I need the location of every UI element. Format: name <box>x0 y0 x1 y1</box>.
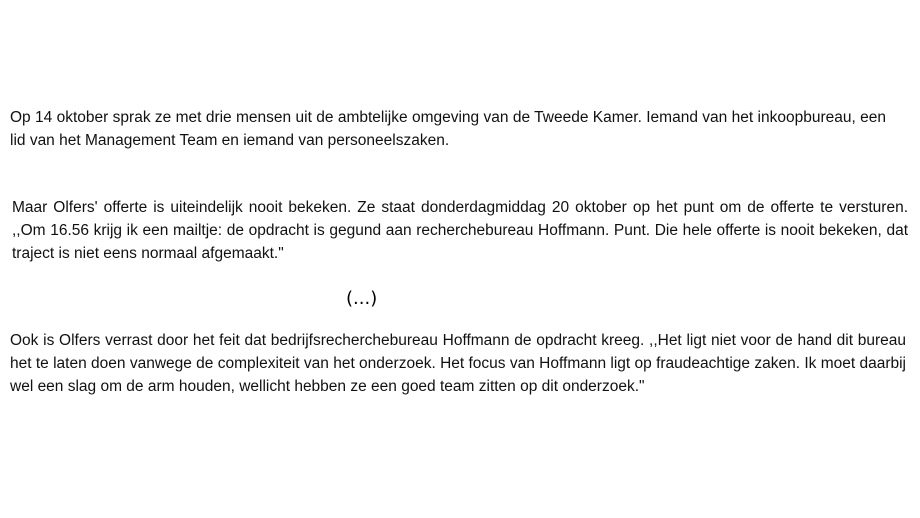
paragraph-hoffmann-surprise: Ook is Olfers verrast door het feit dat bedrijfsrecherchebureau Hoffmann de opdracht kreeg. ,,Het ligt niet voor de hand dit bureau het te laten doen vanwege de complexiteit van het onderzoek. Het focus van Hoffmann ligt op fraudeachtige zaken. Ik moet daarbij wel een slag om de arm houden, wellicht hebben ze een goed team zitten op dit onderzoek." <box>10 332 906 395</box>
paragraph-tweede-kamer-meeting: Op 14 oktober sprak ze met drie mensen uit de ambtelijke omgeving van de Tweede Kamer. Iemand van het inkoopbureau, een lid van het Management Team en iemand van personeelszaken. <box>10 109 886 149</box>
paragraph-offerte-never-reviewed: Maar Olfers' offerte is uiteindelijk nooit bekeken. Ze staat donderdagmiddag 20 oktober op het punt om de offerte te versturen. ,,Om 16.56 krijg ik een mailtje: de opdracht is gegund aan recherchebureau Hoffmann. Punt. Die hele offerte is nooit bekeken, dat traject is niet eens normaal afgemaakt." <box>12 199 908 262</box>
omission-marker: (...) <box>346 288 378 309</box>
